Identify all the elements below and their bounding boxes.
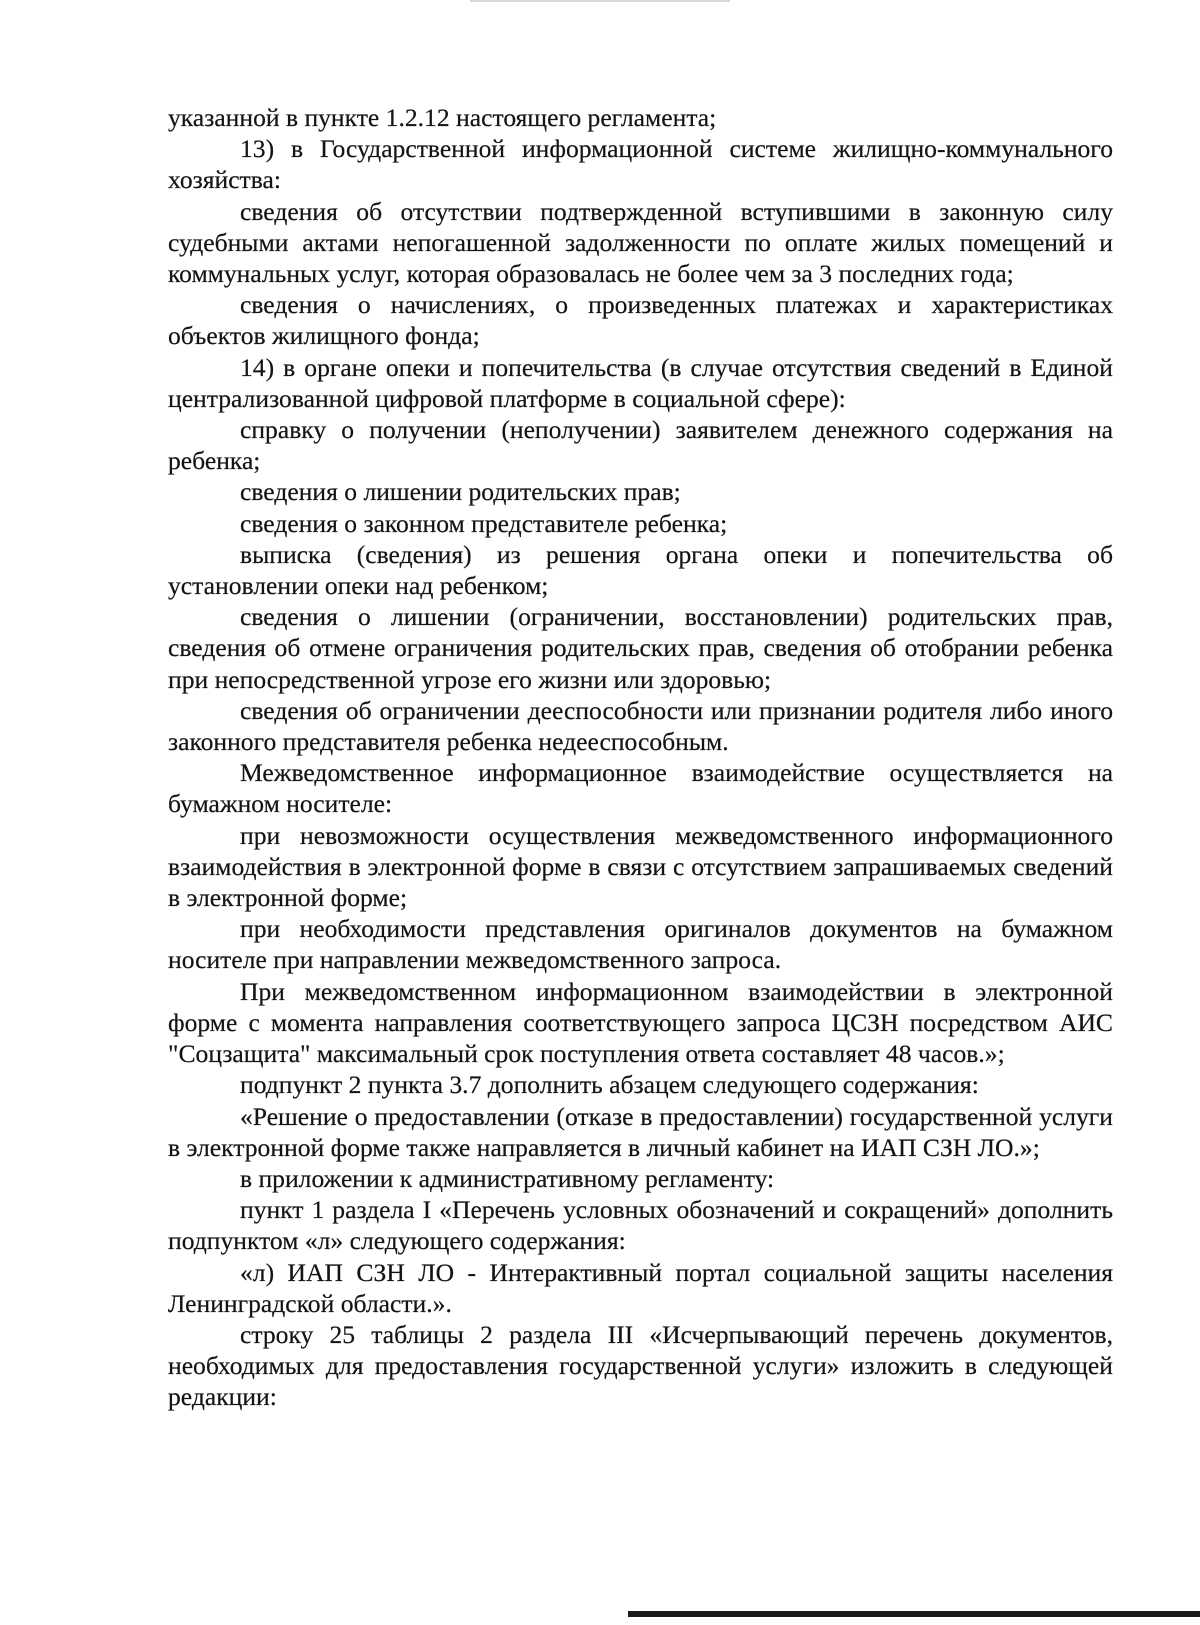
document-body bbox=[168, 102, 1113, 1413]
paragraph: сведения об ограничении дееспособности или признании родителя либо иного законного представителя ребенка недееспособным. bbox=[168, 695, 1113, 757]
paragraph: 14) в органе опеки и попечительства (в случае отсутствия сведений в Единой централизованной цифровой платформе в социальной сфере): bbox=[168, 352, 1113, 413]
paragraph: «л) ИАП СЗН ЛО - Интерактивный портал социальной защиты населения Ленинградской области.». bbox=[168, 1257, 1113, 1318]
paragraph: «Решение о предоставлении (отказе в предоставлении) государственной услуги в электронной форме также направляется в личный кабинет на ИАП СЗН ЛО.»; bbox=[168, 1101, 1113, 1162]
paragraph: При межведомственном информационном взаимодействии в электронной форме с момента направления соответствующего запроса ЦСЗН посредством АИС "Соцзащита" максимальный срок поступления ответа составляет 48 часов.»; bbox=[168, 976, 1113, 1069]
paragraph: при невозможности осуществления межведомственного информационного взаимодействия в электронной форме в связи с отсутствием запрашиваемых сведений в электронной форме; bbox=[168, 820, 1113, 913]
paragraph: выписка (сведения) из решения органа опеки и попечительства об установлении опеки над ребенком; bbox=[168, 539, 1113, 601]
paragraph: 13) в Государственной информационной системе жилищно-коммунального хозяйства: bbox=[168, 134, 1113, 195]
paragraph: сведения о лишении родительских прав; bbox=[240, 477, 681, 507]
paragraph: в приложении к административному регламенту: bbox=[240, 1163, 775, 1193]
scan-edge-rule bbox=[628, 1611, 1200, 1617]
paragraph: справку о получении (неполучении) заявителем денежного содержания на ребенка; bbox=[168, 415, 1113, 476]
paragraph: пункт 1 раздела I «Перечень условных обозначений и сокращений» дополнить подпунктом «л» следующего содержания: bbox=[168, 1195, 1113, 1256]
paragraph: сведения об отсутствии подтвержденной вступившими в законную силу судебными актами непогашенной задолженности по оплате жилых помещений и коммунальных услуг, которая образовалась не более чем за 3 последних года; bbox=[168, 196, 1113, 289]
paragraph: сведения о законном представителе ребенка; bbox=[240, 508, 728, 538]
paragraph: сведения о лишении (ограничении, восстановлении) родительских прав, сведения об отмене ограничения родительских прав, сведения об отобрании ребенка при непосредственной угрозе его жизни или здоровью; bbox=[168, 602, 1113, 694]
paragraph: сведения о начислениях, о произведенных платежах и характеристиках объектов жилищного фонда; bbox=[168, 290, 1113, 351]
paragraph: при необходимости представления оригиналов документов на бумажном носителе при направлении межведомственного запроса. bbox=[168, 914, 1113, 975]
paragraph: Межведомственное информационное взаимодействие осуществляется на бумажном носителе: bbox=[168, 758, 1113, 819]
paragraph: подпункт 2 пункта 3.7 дополнить абзацем следующего содержания: bbox=[240, 1070, 979, 1100]
scan-artifact bbox=[470, 0, 730, 2]
paragraph: строку 25 таблицы 2 раздела III «Исчерпывающий перечень документов, необходимых для предоставления государственной услуги» изложить в следующей редакции: bbox=[168, 1319, 1113, 1412]
paragraph: указанной в пункте 1.2.12 настоящего регламента; bbox=[168, 103, 717, 132]
